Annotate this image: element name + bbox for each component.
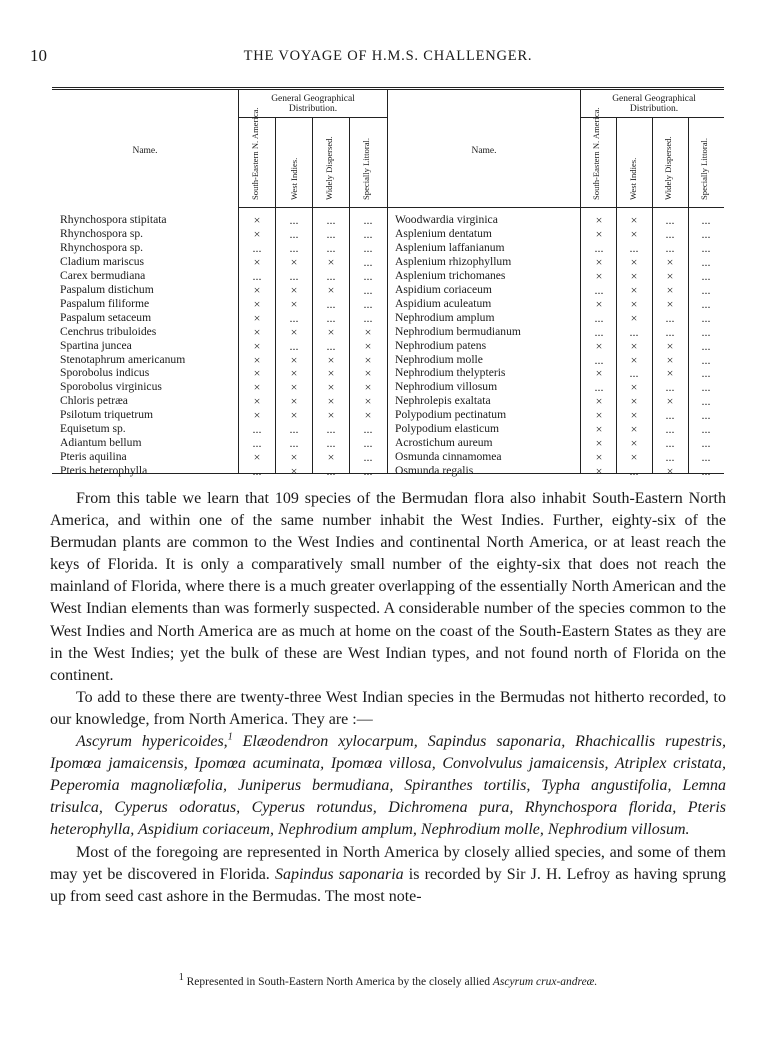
distribution-mark: × [666,254,674,269]
footnote-italic: Ascyrum crux-andreæ. [492,976,598,988]
species-list-lead: Ascyrum hypericoides, [76,733,228,751]
distribution-mark: × [666,366,674,381]
distribution-mark: ... [363,254,373,269]
distribution-mark: × [595,366,603,381]
table-row-name: Nephrodium patens [395,338,487,352]
distribution-mark: × [290,352,298,367]
distribution-mark: × [364,324,372,339]
distribution-mark: × [253,254,261,269]
distribution-mark: ... [665,422,675,437]
distribution-mark: ... [629,240,639,255]
distribution-mark: × [630,380,638,395]
distribution-mark: ... [701,408,711,423]
distribution-mark: ... [289,310,299,325]
table-row-name: Carex bermudiana [60,268,146,282]
distribution-mark: ... [665,240,675,255]
distribution-mark: ... [665,436,675,451]
distribution-mark: ... [701,240,711,255]
table-row-name: Acrostichum aureum [395,436,493,450]
distribution-mark: ... [252,436,262,451]
table-row-name: Nephrodium villosum [395,380,498,394]
distribution-mark: ... [701,380,711,395]
distribution-mark: ... [289,226,299,241]
footnote-text: Represented in South-Eastern North America by the closely allied [183,976,493,988]
table-row-name: Psilotum triquetrum [60,408,154,422]
distribution-mark: × [364,352,372,367]
distribution-mark: × [630,310,638,325]
distribution-mark: ... [326,310,336,325]
table-row-name: Cenchrus tribuloides [60,324,157,338]
col-header-littoral-left: Specially Littoral. [361,137,371,200]
col-header-se-america-right: South-Eastern N. America. [591,107,601,200]
name-header-left: Name. [132,146,158,156]
running-title: THE VOYAGE OF H.M.S. CHALLENGER. [243,48,533,64]
distribution-mark: × [666,268,674,283]
distribution-mark: ... [665,380,675,395]
distribution-mark: × [253,352,261,367]
footnote [0,972,776,988]
table-row-name: Rhynchospora stipitata [60,213,167,226]
distribution-mark: × [630,268,638,283]
table-row-name: Nephrodium amplum [395,310,495,324]
distribution-mark: ... [701,422,711,437]
table-row-name: Pteris aquilina [60,450,127,464]
table-row-name: Polypodium elasticum [395,422,500,436]
distribution-mark: × [630,352,638,367]
distribution-mark: × [364,366,372,381]
footnote-reference: 1 [227,731,233,743]
distribution-mark: ... [701,226,711,241]
distribution-mark: × [595,254,603,269]
distribution-mark: ... [629,324,639,339]
distribution-mark: ... [701,254,711,269]
distribution-mark: × [327,282,335,297]
distribution-mark: × [290,408,298,423]
distribution-mark: ... [326,436,336,451]
distribution-mark: ... [326,422,336,437]
table-row-name: Paspalum distichum [60,282,154,296]
distribution-mark: × [253,282,261,297]
distribution-mark: × [595,226,603,241]
distribution-mark: ... [363,226,373,241]
distribution-mark: × [595,394,603,409]
table-row-name: Pteris heterophylla [60,464,148,478]
distribution-mark: × [364,408,372,423]
distribution-mark: × [290,394,298,409]
distribution-mark: ... [363,422,373,437]
table-row-name: Asplenium trichomanes [395,268,506,282]
table-row-name: Asplenium laffanianum [395,240,505,254]
distribution-mark: ... [363,464,373,479]
distribution-mark: ... [665,324,675,339]
distribution-mark: ... [594,380,604,395]
distribution-mark: × [364,394,372,409]
distribution-mark: ... [326,213,336,227]
distribution-mark: × [595,213,603,227]
distribution-mark: × [666,296,674,311]
table-row-name: Cladium mariscus [60,254,145,268]
distribution-mark: ... [326,464,336,479]
page-number: 10 [30,46,47,65]
table-row-name: Polypodium pectinatum [395,408,507,422]
group-header-left: General Geographical Distribution. [271,94,355,114]
paragraph-4 [50,842,726,908]
distribution-mark: ... [363,268,373,283]
distribution-mark: ... [701,268,711,283]
distribution-mark: ... [363,310,373,325]
table-row-name: Asplenium rhizophyllum [395,254,512,268]
distribution-mark: × [290,450,298,465]
distribution-mark: × [253,366,261,381]
paragraph-1: From this table we learn that 109 species of the Bermudan flora also inhabit South-Eastern North America, and within one of the same number inhabit the West Indies. Further, eighty-six of the Bermudan plants are common to the West Indies and continental North America, or at least reach the keys of Florida. It is only a comparatively small number of the eighty-six that does not reach the mainland of Florida, where there is a much greater overlapping of the essentially North American and the West Indian elements than was formerly suspected. A considerable number of the species common to the West Indies and North America are as much at home on the coast of the South-Eastern States as they are in the West Indies; yet the bulk of these are West Indian types, and not found north of Florida on the continent. [50,490,726,684]
distribution-mark: × [327,394,335,409]
distribution-mark: ... [701,450,711,465]
distribution-mark: × [595,422,603,437]
distribution-mark: × [666,394,674,409]
distribution-mark: × [327,408,335,423]
distribution-mark: ... [665,450,675,465]
distribution-mark: × [630,296,638,311]
distribution-mark: ... [665,226,675,241]
distribution-mark: ... [289,422,299,437]
col-header-west-indies-right: West Indies. [628,157,638,200]
distribution-mark: × [253,394,261,409]
distribution-mark: ... [326,268,336,283]
distribution-mark: ... [701,394,711,409]
distribution-mark: ... [252,240,262,255]
distribution-mark: ... [326,338,336,353]
distribution-mark: × [630,338,638,353]
distribution-mark: × [666,464,674,479]
species-list: Elæodendron xylocarpum, Sapindus saponaria, Rhachicallis rupestris, Ipomœa jamaicensis, Ipomœa acuminata, Ipomœa villosa, Convolvulus jamaicensis, Atriplex cristata, Peperomia magnoliæfolia, Juniperus bermudiana, Spiranthes tortilis, Typha angustifolia, Lemna trisulca, Cyperus odoratus, Cyperus rotundus, Dichromena pura, Rhynchospora florida, Pteris heterophylla, Aspidium coriaceum, Nephrodium amplum, Nephrodium molle, Nephrodium villosum. [50,733,727,839]
distribution-mark: × [290,380,298,395]
distribution-mark: ... [594,324,604,339]
distribution-mark: ... [363,450,373,465]
distribution-mark: × [327,366,335,381]
distribution-mark: × [253,226,261,241]
table-row-name: Paspalum filiforme [60,296,150,310]
distribution-mark: × [595,296,603,311]
distribution-mark: × [666,338,674,353]
distribution-mark: ... [701,366,711,381]
table-row-name: Osmunda cinnamomea [395,450,502,464]
distribution-mark: ... [252,422,262,437]
distribution-mark: × [327,380,335,395]
distribution-mark: × [290,464,298,479]
distribution-mark: × [364,380,372,395]
distribution-mark: ... [326,226,336,241]
distribution-mark: × [364,338,372,353]
distribution-mark: ... [594,352,604,367]
distribution-mark: × [327,324,335,339]
distribution-mark: ... [701,338,711,353]
body-text [50,488,726,908]
distribution-mark: × [253,338,261,353]
distribution-mark: × [253,213,261,227]
distribution-mark: ... [289,213,299,227]
distribution-mark: × [595,268,603,283]
distribution-mark: ... [363,240,373,255]
table-row-name: Spartina juncea [60,338,132,352]
distribution-mark: × [630,213,638,227]
distribution-mark: ... [665,408,675,423]
distribution-mark: ... [701,296,711,311]
table-row-name: Stenotaphrum americanum [60,352,186,366]
distribution-mark: × [290,296,298,311]
distribution-mark: × [253,380,261,395]
name-header-right: Name. [471,146,497,156]
distribution-mark: × [630,450,638,465]
distribution-mark: ... [594,240,604,255]
species-list-paragraph [50,731,726,841]
distribution-mark: × [630,436,638,451]
distribution-mark: ... [252,464,262,479]
distribution-mark: × [630,254,638,269]
distribution-mark: ... [289,338,299,353]
table-row-name: Chloris petræa [60,394,128,408]
distribution-mark: ... [701,282,711,297]
distribution-mark: ... [701,310,711,325]
distribution-mark: ... [594,310,604,325]
distribution-table [52,84,724,478]
distribution-mark: × [666,352,674,367]
col-header-west-indies-left: West Indies. [289,157,299,200]
table-row-name: Woodwardia virginica [395,213,498,226]
distribution-mark: × [630,282,638,297]
sapindus-saponaria-italic: Sapindus saponaria [274,865,404,883]
col-header-littoral-right: Specially Littoral. [699,137,709,200]
table-row-name: Nephrodium molle [395,352,483,366]
group-header-right: General Geographical Distribution. [612,94,696,114]
distribution-mark: ... [665,310,675,325]
distribution-mark: × [595,436,603,451]
distribution-mark: × [290,366,298,381]
distribution-mark: ... [363,213,373,227]
paragraph-2: To add to these there are twenty-three West Indian species in the Bermudas not hitherto recorded, to our knowledge, from North America. They are :— [50,688,726,728]
distribution-mark: ... [289,436,299,451]
distribution-mark: ... [701,464,711,479]
distribution-mark: × [253,450,261,465]
col-header-se-america-left: South-Eastern N. America. [250,107,260,200]
table-row-name: Asplenium dentatum [395,226,492,240]
table-row-name: Nephrolepis exaltata [395,394,491,408]
distribution-mark: ... [701,352,711,367]
distribution-mark: ... [252,268,262,283]
paragraph-4-start: Most of the foregoing are represented in North America by closely allied species, and some of them may yet be discovered in Florida. [50,843,726,883]
distribution-mark: ... [363,282,373,297]
table-row-name: Paspalum setaceum [60,310,152,324]
table-row-name: Rhynchospora sp. [60,226,144,240]
distribution-mark: × [595,464,603,479]
footnote-mark: 1 [178,972,184,984]
distribution-mark: × [630,422,638,437]
distribution-mark: ... [289,240,299,255]
distribution-mark: ... [629,366,639,381]
distribution-mark: ... [363,436,373,451]
table-row-name: Aspidium coriaceum [395,282,492,296]
distribution-mark: × [253,310,261,325]
distribution-mark: × [595,450,603,465]
table-row-name: Sporobolus indicus [60,366,150,380]
table-row-name: Nephrodium thelypteris [395,366,506,380]
distribution-mark: × [290,282,298,297]
distribution-mark: ... [326,240,336,255]
distribution-mark: × [327,254,335,269]
distribution-mark: ... [289,268,299,283]
distribution-mark: ... [363,296,373,311]
distribution-mark: ... [701,213,711,227]
table-row-name: Aspidium aculeatum [395,296,492,310]
distribution-mark: ... [326,296,336,311]
distribution-mark: × [630,408,638,423]
distribution-mark: × [253,296,261,311]
col-header-widely-dispersed-right: Widely Dispersed. [663,136,673,200]
distribution-mark: × [290,324,298,339]
distribution-mark: × [327,352,335,367]
table-row-name: Sporobolus virginicus [60,380,162,394]
page-header [0,46,776,68]
distribution-mark: × [630,394,638,409]
distribution-mark: × [595,408,603,423]
distribution-mark: × [327,450,335,465]
distribution-mark: ... [665,213,675,227]
distribution-mark: ... [701,324,711,339]
distribution-mark: ... [629,464,639,479]
paragraph-4-end: is recorded by Sir J. H. Lefroy as having sprung up from seed cast ashore in the Bermudas. The most note- [50,865,726,905]
distribution-mark: × [290,254,298,269]
table-row-name: Adiantum bellum [60,436,142,450]
table-row-name: Equisetum sp. [60,422,126,436]
distribution-mark: × [253,324,261,339]
col-header-widely-dispersed-left: Widely Dispersed. [324,136,334,200]
distribution-mark: ... [594,282,604,297]
table-row-name: Osmunda regalis [395,464,474,478]
distribution-mark: × [666,282,674,297]
distribution-mark: × [595,338,603,353]
distribution-mark: × [253,408,261,423]
distribution-mark: ... [701,436,711,451]
table-row-name: Nephrodium bermudianum [395,324,521,338]
table-row-name: Rhynchospora sp. [60,240,144,254]
distribution-mark: × [630,226,638,241]
